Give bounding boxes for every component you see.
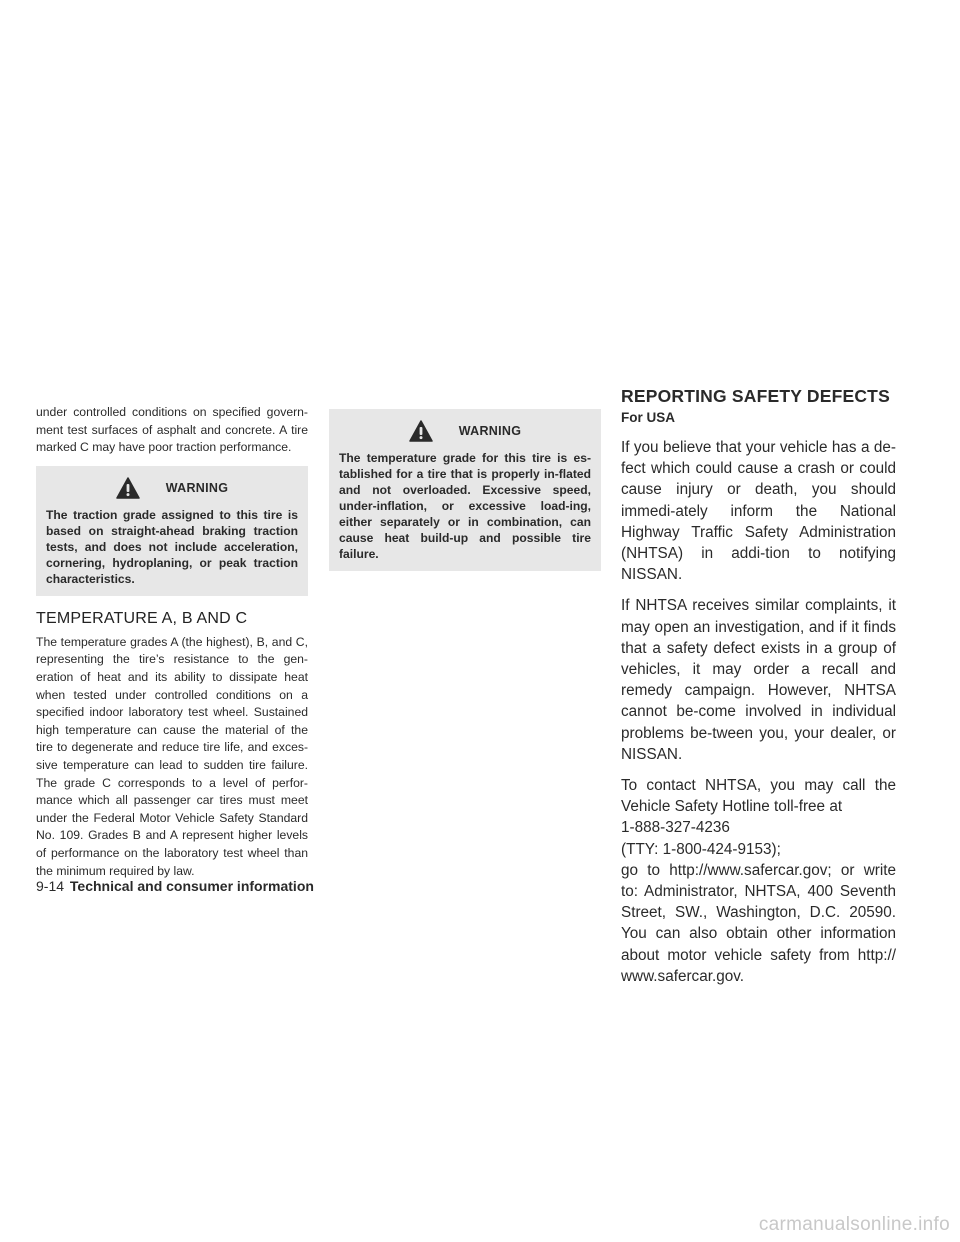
page-number: 9-14 <box>36 878 65 894</box>
contact-block <box>621 775 896 987</box>
page-footer <box>36 878 314 894</box>
paragraph-2: If NHTSA receives similar complaints, it may open an investigation, and if it finds that a safety defect exists in a group of vehicles, it may order a recall and remedy campaign. However, NHTSA cannot be-come involved in individual problems be-tween you, your dealer, or NISSAN. <box>621 597 896 763</box>
warning-triangle-icon <box>409 420 433 442</box>
hotline-number: 1-888-327-4236 <box>621 819 730 837</box>
warning-title: WARNING <box>165 480 229 495</box>
left-column <box>36 404 308 880</box>
warning-text: The traction grade assigned to this tire is based on straight-ahead braking traction tests, and does not include acceleration, cornering, hydroplaning, or peak traction characteristics. <box>46 507 298 586</box>
watermark: carmanualsonline.info <box>758 1214 950 1235</box>
warning-triangle-icon <box>116 477 140 499</box>
contact-rest: go to http://www.safercar.gov; or write to: Administrator, NHTSA, 400 Seventh Street, SW., Washington, D.C. 20590. You can also obtain other information about motor vehicle safety from http:// www.safercar.gov. <box>621 861 896 985</box>
for-usa-subheading: For USA <box>621 410 675 425</box>
warning-title: WARNING <box>458 424 522 438</box>
paragraph-1: If you believe that your vehicle has a de-fect which could cause a crash or could cause injury or death, you should immedi-ately inform the National Highway Traffic Safety Administration (NHTSA) in addi-tion to notifying NISSAN. <box>621 439 896 584</box>
chapter-title: Technical and consumer information <box>69 878 314 894</box>
reporting-heading: REPORTING SAFETY DEFECTS <box>621 386 890 406</box>
intro-paragraph: under controlled conditions on specified govern-ment test surfaces of asphalt and concrete. A tire marked C may have poor traction performance. <box>36 405 308 455</box>
right-column <box>621 386 896 987</box>
tty-number: (TTY: 1-800-424-9153); <box>621 840 781 858</box>
warning-text: The temperature grade for this tire is es-tablished for a tire that is properly in-flated and not overloaded. Excessive speed, under-inflation, or excessive load-ing, either separately or in combination, can cause heat build-up and possible tire failure. <box>339 451 591 561</box>
contact-intro: To contact NHTSA, you may call the Vehicle Safety Hotline toll-free at <box>621 777 896 816</box>
warning-header <box>46 474 298 502</box>
traction-warning-box <box>36 466 308 596</box>
warning-header <box>339 417 591 445</box>
temperature-paragraph: The temperature grades A (the highest), B, and C, representing the tire’s resistance to the gen-eration of heat and its ability to dissipate heat when tested under controlled conditions on a specified indoor laboratory test wheel. Sustained high temperature can cause the material of the tire to degenerate and reduce tire life, and exces-sive temperature can lead to sudden tire failure. The grade C corresponds to a level of perfor-mance which all passenger car tires must meet under the Federal Motor Vehicle Safety Standard No. 109. Grades B and A represent higher levels of performance on the laboratory test wheel than the minimum required by law. <box>36 634 308 878</box>
temperature-warning-box <box>329 409 601 571</box>
temperature-heading: TEMPERATURE A, B AND C <box>36 609 248 627</box>
middle-column <box>329 409 601 571</box>
